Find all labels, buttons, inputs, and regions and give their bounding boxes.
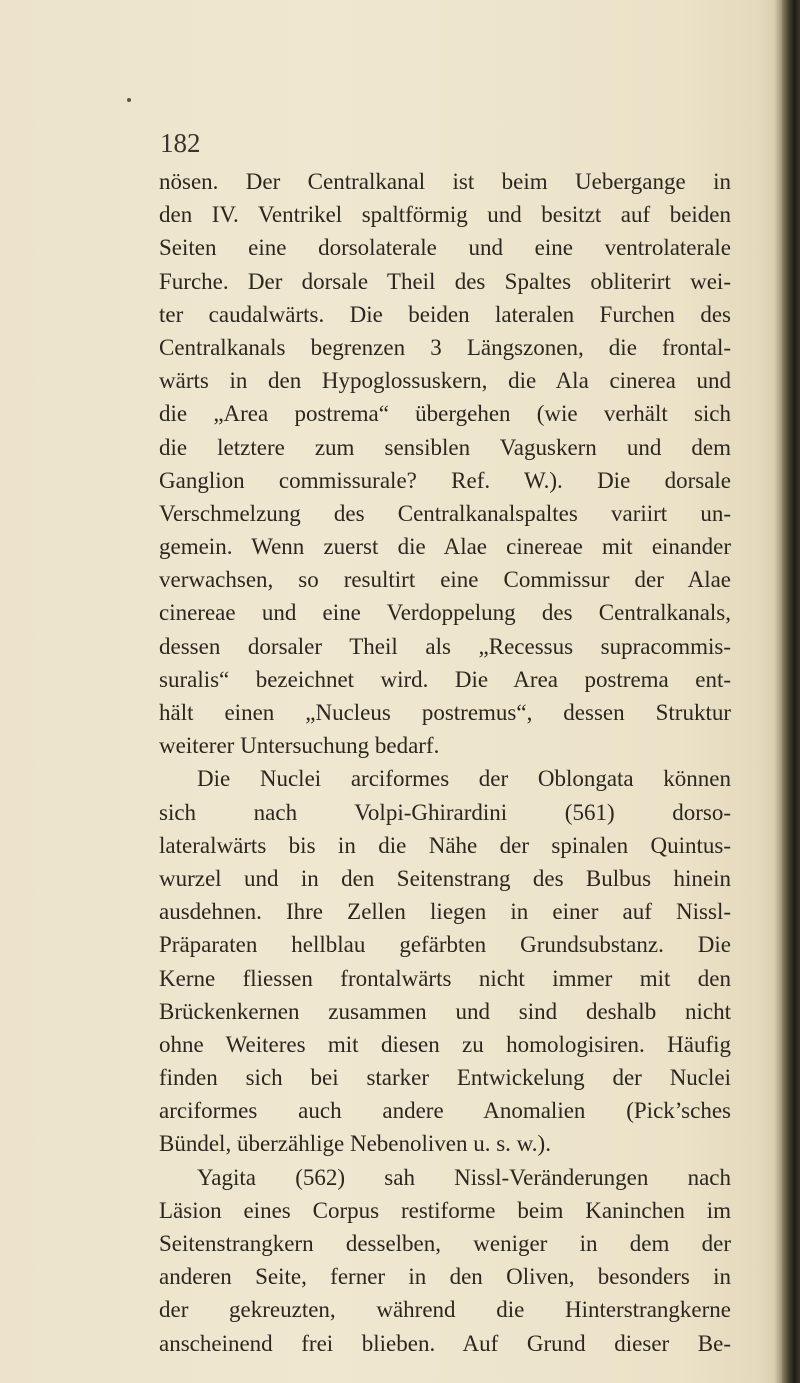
text-line: anderen Seite, ferner in den Oliven, besonders in [159,1264,731,1290]
text-line: Centralkanals begrenzen 3 Längszonen, die frontal- [159,334,731,360]
text-line: Furche. Der dorsale Theil des Spaltes obliterirt wei- [159,268,731,294]
text-line: Ganglion commissurale? Ref. W.). Die dorsale [159,467,731,493]
page-number: 182 [160,128,201,158]
print-speck [127,98,131,102]
text-line: arciformes auch andere Anomalien (Pick’sches [159,1098,731,1124]
text-line: Verschmelzung des Centralkanalspaltes variirt un- [159,500,731,526]
text-line: Läsion eines Corpus restiforme beim Kaninchen im [159,1197,731,1223]
text-line: Präparaten hellblau gefärbten Grundsubstanz. Die [159,932,731,958]
text-line: verwachsen, so resultirt eine Commissur der Alae [159,567,731,593]
text-line: nösen. Der Centralkanal ist beim Uebergange in [159,169,731,194]
page-gutter-shadow [774,0,782,1383]
text-line: dessen dorsaler Theil als „Recessus supracommis- [159,633,731,659]
text-line: weiterer Untersuchung bedarf. [159,733,440,759]
text-line: ausdehnen. Ihre Zellen liegen in einer auf Nissl- [159,899,731,925]
book-binding-edge [782,0,800,1383]
text-line: cinereae und eine Verdoppelung des Centralkanals, [159,600,731,626]
text-line: wurzel und in den Seitenstrang des Bulbus hinein [159,865,731,891]
text-line: sich nach Volpi-Ghirardini (561) dorso- [159,799,731,825]
text-line: die „Area postrema“ übergehen (wie verhält sich [159,401,731,427]
text-line: anscheinend frei blieben. Auf Grund dieser Be- [159,1330,731,1356]
text-line: hält einen „Nucleus postremus“, dessen Struktur [159,700,731,725]
text-line: Brückenkernen zusammen und sind deshalb nicht [159,998,731,1024]
text-line: suralis“ bezeichnet wird. Die Area postrema ent- [159,666,731,692]
text-line: der gekreuzten, während die Hinterstrangkerne [159,1297,731,1323]
text-line: Seiten eine dorsolaterale und eine ventrolaterale [159,235,731,261]
text-line: ohne Weiteres mit diesen zu homologisiren. Häufig [159,1031,731,1057]
text-line: Yagita (562) sah Nissl-Veränderungen nach [197,1164,731,1190]
text-line: die letztere zum sensiblen Vaguskern und dem [159,434,731,460]
text-line: Die Nuclei arciformes der Oblongata können [197,766,731,792]
text-line: gemein. Wenn zuerst die Alae cinereae mit einander [159,534,731,560]
text-line: Kerne fliessen frontalwärts nicht immer mit den [159,965,731,991]
text-line: Bündel, überzählige Nebenoliven u. s. w.). [159,1131,551,1157]
text-line: wärts in den Hypoglossuskern, die Ala cinerea und [159,368,731,394]
text-line: finden sich bei starker Entwickelung der Nuclei [159,1065,731,1091]
text-line: den IV. Ventrikel spaltförmig und besitzt auf beiden [159,202,731,228]
text-line: lateralwärts bis in die Nähe der spinalen Quintus- [159,832,731,858]
text-line: Seitenstrangkern desselben, weniger in dem der [159,1231,731,1256]
body-text [159,165,731,1360]
text-line: ter caudalwärts. Die beiden lateralen Furchen des [159,301,731,327]
